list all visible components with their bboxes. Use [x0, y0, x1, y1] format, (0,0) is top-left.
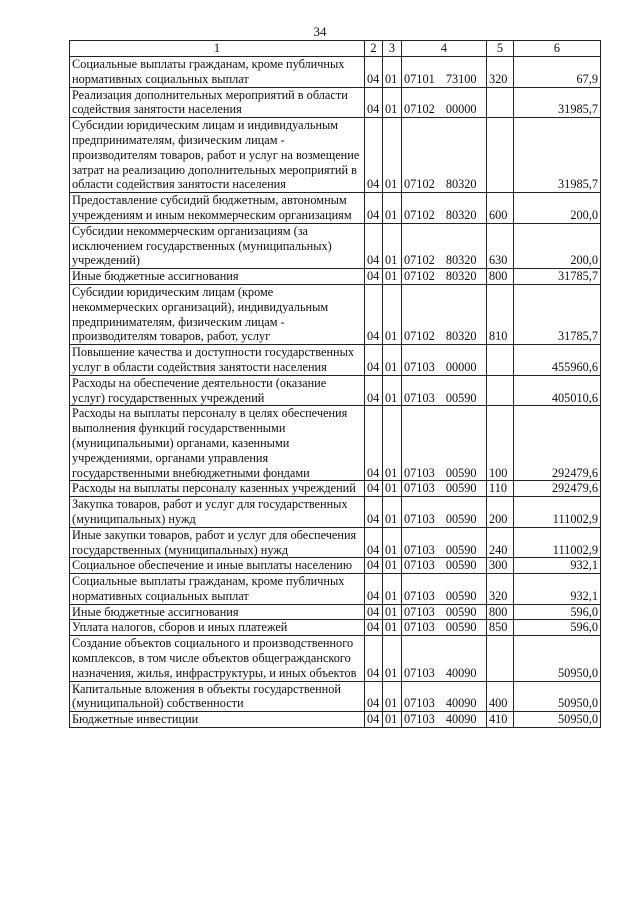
expense-type-code: 240 [487, 527, 514, 558]
column-header: 6 [514, 41, 601, 57]
table-row [70, 193, 601, 224]
expense-type-code: 800 [487, 604, 514, 620]
table-row [70, 712, 601, 728]
amount: 31785,7 [514, 284, 601, 344]
table-row [70, 574, 601, 605]
subsection-code: 01 [383, 345, 402, 376]
subsection-code: 01 [383, 223, 402, 268]
amount: 200,0 [514, 193, 601, 224]
expense-type-code: 800 [487, 269, 514, 285]
amount: 50950,0 [514, 636, 601, 681]
section-code: 04 [365, 527, 383, 558]
section-code: 04 [365, 118, 383, 193]
subsection-code: 01 [383, 481, 402, 497]
expense-type-code: 400 [487, 681, 514, 712]
table-row [70, 118, 601, 193]
amount: 31985,7 [514, 118, 601, 193]
table-row [70, 620, 601, 636]
subsection-code: 01 [383, 87, 402, 118]
row-name: Уплата налогов, сборов и иных платежей [70, 620, 365, 636]
table-row [70, 604, 601, 620]
program-code: 07103 00590 [402, 574, 487, 605]
column-header: 5 [487, 41, 514, 57]
section-code: 04 [365, 345, 383, 376]
row-name: Социальные выплаты гражданам, кроме публичных нормативных социальных выплат [70, 57, 365, 88]
section-code: 04 [365, 406, 383, 481]
amount: 455960,6 [514, 345, 601, 376]
amount: 67,9 [514, 57, 601, 88]
program-code: 07102 80320 [402, 284, 487, 344]
row-name: Закупка товаров, работ и услуг для государственных (муниципальных) нужд [70, 497, 365, 528]
subsection-code: 01 [383, 604, 402, 620]
row-name: Субсидии некоммерческим организациям (за исключением государственных (муниципальных) учреждений) [70, 223, 365, 268]
expense-type-code: 630 [487, 223, 514, 268]
row-name: Расходы на обеспечение деятельности (оказание услуг) государственных учреждений [70, 375, 365, 406]
program-code: 07103 00590 [402, 620, 487, 636]
program-code: 07103 40090 [402, 681, 487, 712]
row-name: Социальное обеспечение и иные выплаты населению [70, 558, 365, 574]
expense-type-code: 850 [487, 620, 514, 636]
program-code: 07103 00590 [402, 604, 487, 620]
row-name: Расходы на выплаты персоналу казенных учреждений [70, 481, 365, 497]
subsection-code: 01 [383, 57, 402, 88]
row-name: Субсидии юридическим лицам и индивидуальным предпринимателям, физическим лицам - производителям товаров, работ и услуг на возмещение затрат на реализацию дополнительных мероприятий в области содействия занятости населения [70, 118, 365, 193]
subsection-code: 01 [383, 620, 402, 636]
section-code: 04 [365, 681, 383, 712]
expense-type-code: 300 [487, 558, 514, 574]
amount: 596,0 [514, 620, 601, 636]
table-row [70, 481, 601, 497]
program-code: 07102 00000 [402, 87, 487, 118]
row-name: Капитальные вложения в объекты государственной (муниципальной) собственности [70, 681, 365, 712]
row-name: Расходы на выплаты персоналу в целях обеспечения выполнения функций государственными (муниципальными) органами, казенными учреждениями, органами управления государственными внебюджетными фондами [70, 406, 365, 481]
program-code: 07102 80320 [402, 269, 487, 285]
row-name: Социальные выплаты гражданам, кроме публичных нормативных социальных выплат [70, 574, 365, 605]
amount: 932,1 [514, 558, 601, 574]
table-row [70, 636, 601, 681]
expense-type-code [487, 375, 514, 406]
subsection-code: 01 [383, 558, 402, 574]
amount: 111002,9 [514, 497, 601, 528]
expense-type-code: 810 [487, 284, 514, 344]
table-row [70, 406, 601, 481]
expense-type-code [487, 87, 514, 118]
amount: 405010,6 [514, 375, 601, 406]
table-row [70, 269, 601, 285]
program-code: 07103 00590 [402, 497, 487, 528]
program-code: 07103 40090 [402, 712, 487, 728]
subsection-code: 01 [383, 712, 402, 728]
section-code: 04 [365, 497, 383, 528]
section-code: 04 [365, 375, 383, 406]
section-code: 04 [365, 712, 383, 728]
program-code: 07102 80320 [402, 193, 487, 224]
expense-type-code [487, 636, 514, 681]
amount: 50950,0 [514, 681, 601, 712]
table-row [70, 375, 601, 406]
amount: 31985,7 [514, 87, 601, 118]
expense-type-code [487, 118, 514, 193]
row-name: Иные бюджетные ассигнования [70, 269, 365, 285]
expense-type-code: 410 [487, 712, 514, 728]
program-code: 07103 00590 [402, 375, 487, 406]
section-code: 04 [365, 620, 383, 636]
subsection-code: 01 [383, 574, 402, 605]
program-code: 07102 80320 [402, 118, 487, 193]
amount: 596,0 [514, 604, 601, 620]
column-header: 4 [402, 41, 487, 57]
expense-type-code: 320 [487, 57, 514, 88]
expense-type-code: 110 [487, 481, 514, 497]
subsection-code: 01 [383, 681, 402, 712]
amount: 292479,6 [514, 406, 601, 481]
section-code: 04 [365, 87, 383, 118]
section-code: 04 [365, 604, 383, 620]
subsection-code: 01 [383, 636, 402, 681]
table-row [70, 57, 601, 88]
program-code: 07103 00590 [402, 406, 487, 481]
table-row [70, 345, 601, 376]
section-code: 04 [365, 558, 383, 574]
table-row [70, 527, 601, 558]
program-code: 07103 00590 [402, 481, 487, 497]
subsection-code: 01 [383, 497, 402, 528]
table-row [70, 284, 601, 344]
amount: 200,0 [514, 223, 601, 268]
amount: 31785,7 [514, 269, 601, 285]
row-name: Иные закупки товаров, работ и услуг для обеспечения государственных (муниципальных) нужд [70, 527, 365, 558]
expense-type-code: 200 [487, 497, 514, 528]
subsection-code: 01 [383, 527, 402, 558]
table-header-row [70, 41, 601, 57]
subsection-code: 01 [383, 193, 402, 224]
table-row [70, 681, 601, 712]
subsection-code: 01 [383, 375, 402, 406]
amount: 292479,6 [514, 481, 601, 497]
amount: 50950,0 [514, 712, 601, 728]
amount: 111002,9 [514, 527, 601, 558]
program-code: 07103 00000 [402, 345, 487, 376]
row-name: Иные бюджетные ассигнования [70, 604, 365, 620]
section-code: 04 [365, 574, 383, 605]
table-row [70, 223, 601, 268]
subsection-code: 01 [383, 284, 402, 344]
program-code: 07103 00590 [402, 558, 487, 574]
row-name: Бюджетные инвестиции [70, 712, 365, 728]
section-code: 04 [365, 223, 383, 268]
row-name: Создание объектов социального и производственного комплексов, в том числе объектов общегражданского назначения, жилья, инфраструктуры, и иных объектов [70, 636, 365, 681]
program-code: 07102 80320 [402, 223, 487, 268]
page-number: 34 [313, 24, 327, 39]
row-name: Реализация дополнительных мероприятий в области содействия занятости населения [70, 87, 365, 118]
expense-type-code: 100 [487, 406, 514, 481]
program-code: 07103 00590 [402, 527, 487, 558]
row-name: Предоставление субсидий бюджетным, автономным учреждениям и иным некоммерческим организациям [70, 193, 365, 224]
program-code: 07103 40090 [402, 636, 487, 681]
expense-type-code: 600 [487, 193, 514, 224]
program-code: 07101 73100 [402, 57, 487, 88]
subsection-code: 01 [383, 118, 402, 193]
section-code: 04 [365, 636, 383, 681]
amount: 932,1 [514, 574, 601, 605]
section-code: 04 [365, 269, 383, 285]
row-name: Субсидии юридическим лицам (кроме некоммерческих организаций), индивидуальным предпринимателям, физическим лицам - производителям товаров, работ, услуг [70, 284, 365, 344]
section-code: 04 [365, 57, 383, 88]
column-header: 3 [383, 41, 402, 57]
budget-table [69, 40, 601, 728]
section-code: 04 [365, 284, 383, 344]
column-header: 1 [70, 41, 365, 57]
expense-type-code: 320 [487, 574, 514, 605]
section-code: 04 [365, 193, 383, 224]
table-row [70, 558, 601, 574]
expense-type-code [487, 345, 514, 376]
row-name: Повышение качества и доступности государственных услуг в области содействия занятости населения [70, 345, 365, 376]
subsection-code: 01 [383, 269, 402, 285]
section-code: 04 [365, 481, 383, 497]
table-row [70, 497, 601, 528]
table-row [70, 87, 601, 118]
column-header: 2 [365, 41, 383, 57]
subsection-code: 01 [383, 406, 402, 481]
